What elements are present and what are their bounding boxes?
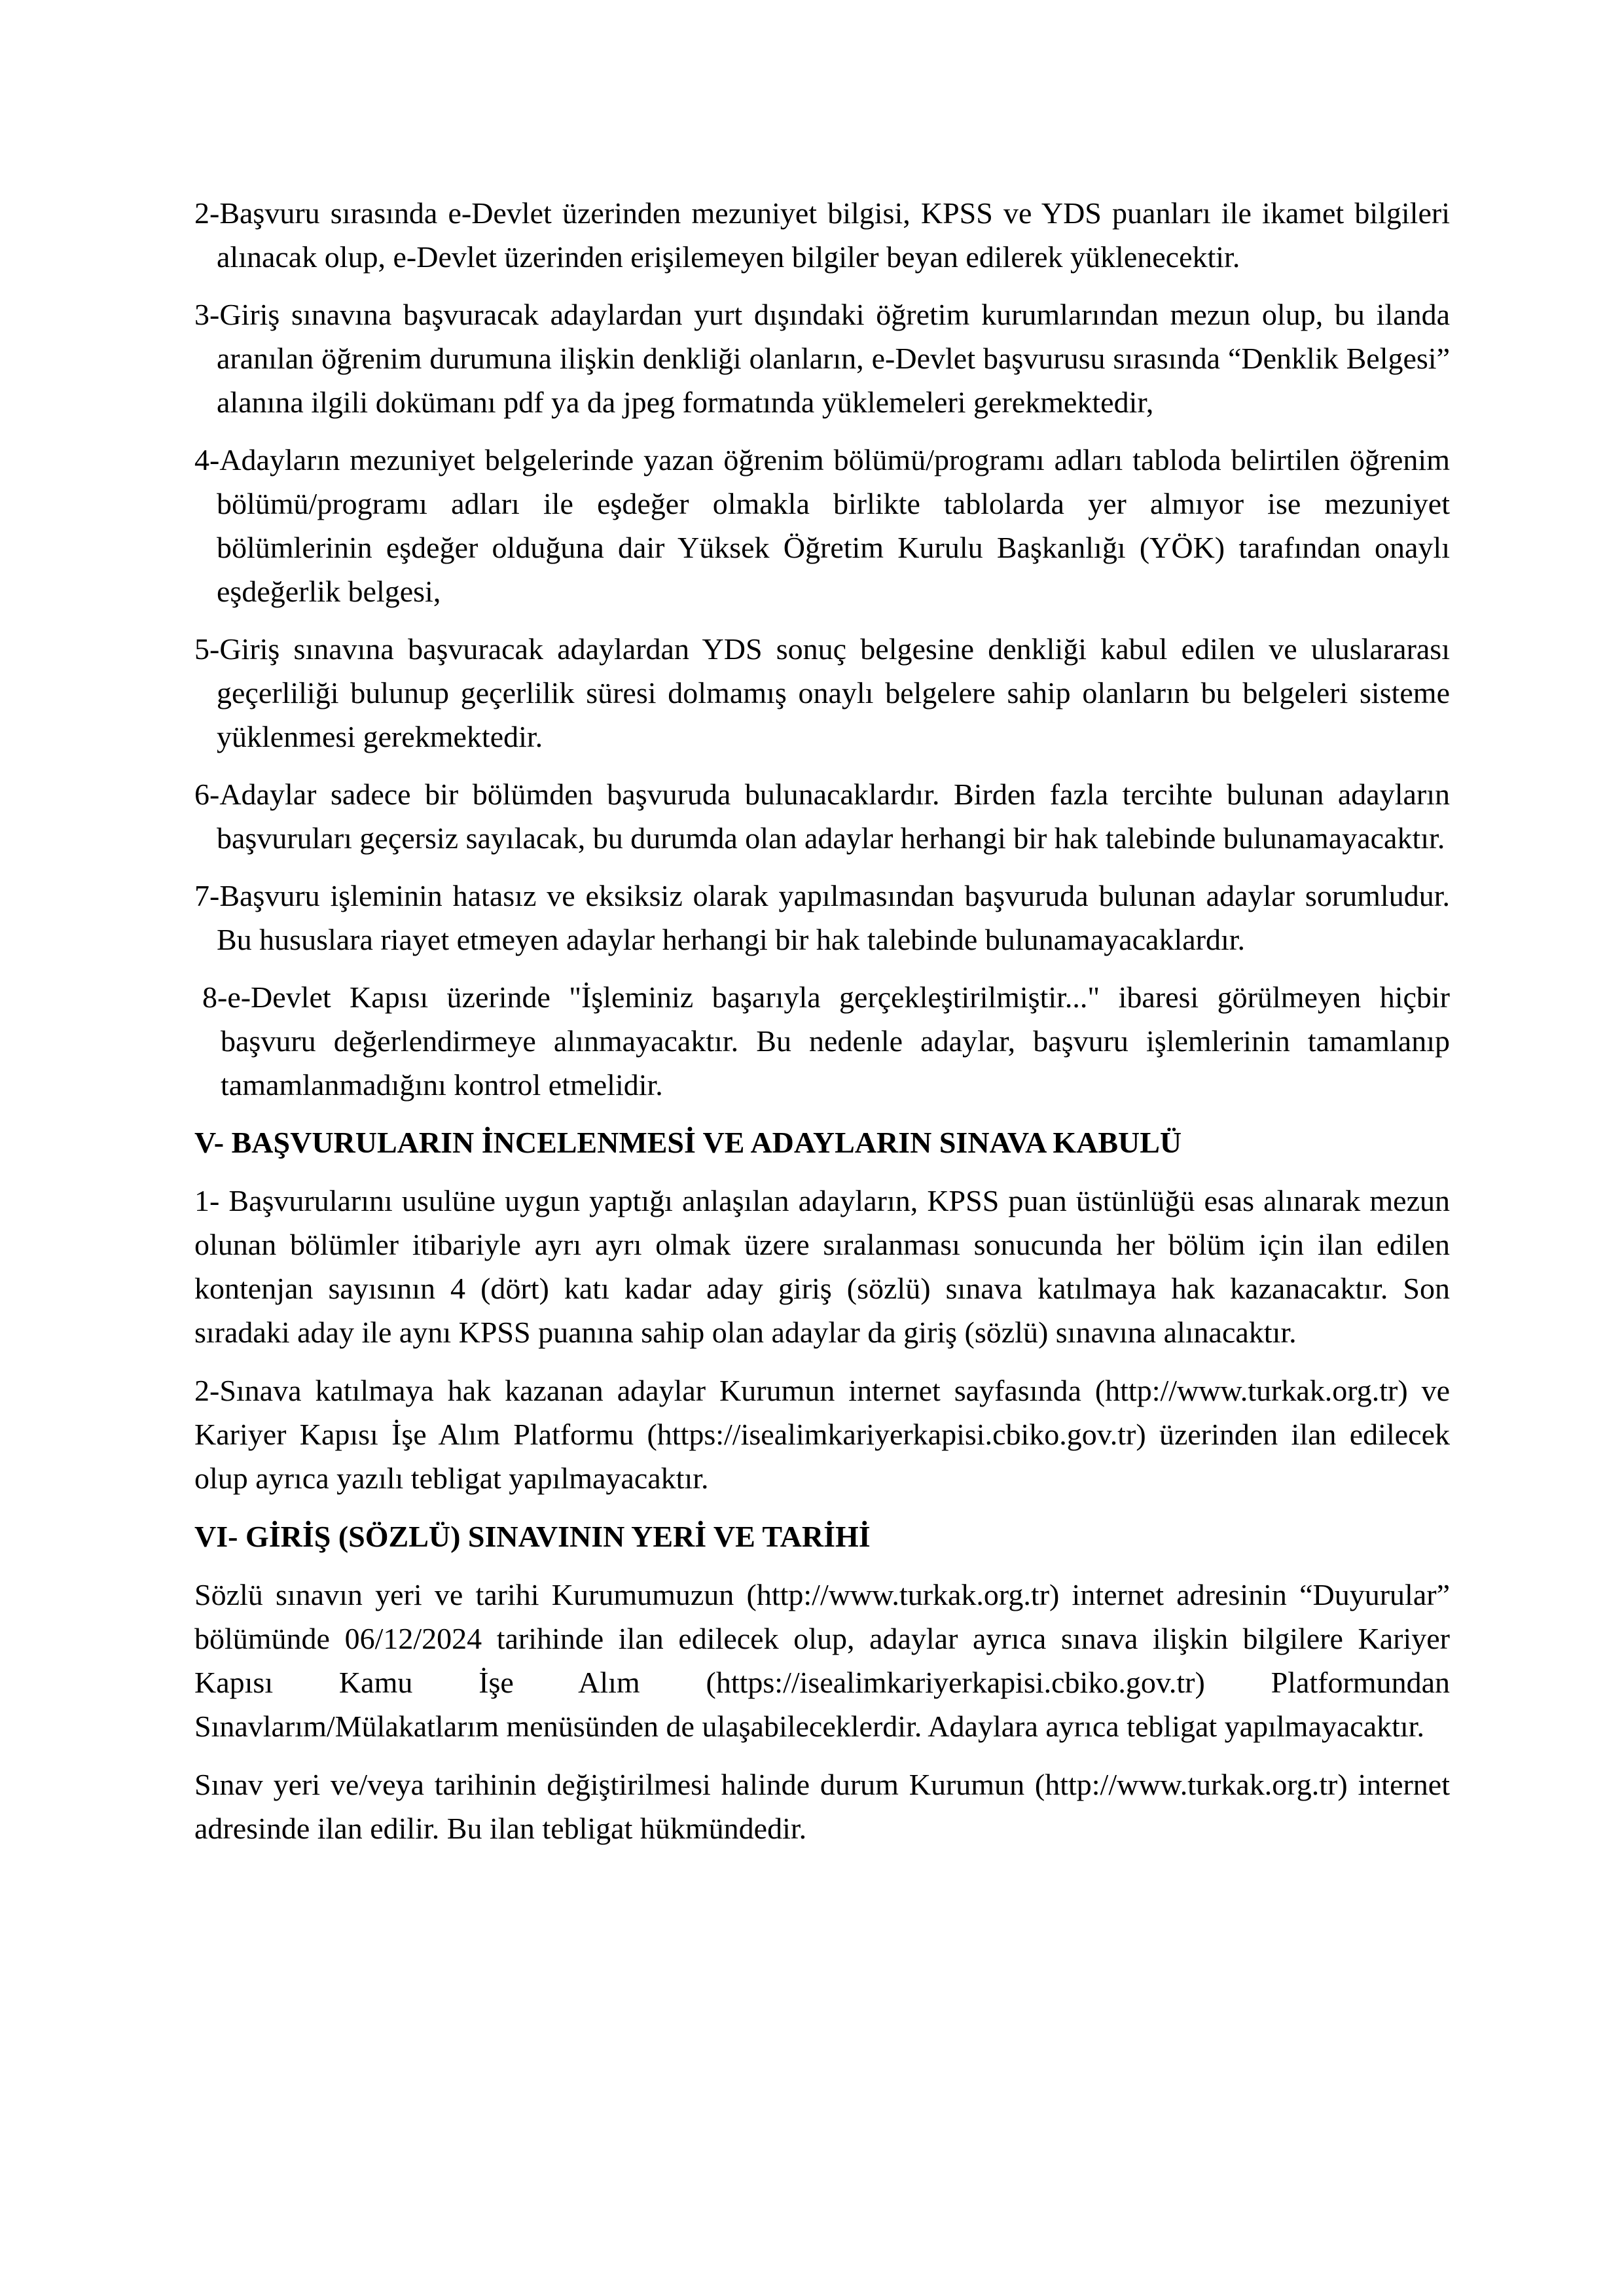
section-v-heading: V- BAŞVURULARIN İNCELENMESİ VE ADAYLARIN SINAVA KABULÜ (194, 1126, 1182, 1159)
list-item-7: 7-Başvuru işleminin hatasız ve eksiksiz olarak yapılmasından başvuruda bulunan adaylar sorumludur. Bu hususlara riayet etmeyen adaylar herhangi bir hak talebinde bulunamayacaklardır. (194, 879, 1450, 956)
section-vi-paragraph-1: Sözlü sınavın yeri ve tarihi Kurumumuzun (http://www.turkak.org.tr) internet adresinin “Duyurular” bölümünde 06/12/2024 tarihinde ilan edilecek olup, adaylar ayrıca sınava ilişkin bilgilere Kariyer Kapısı Kamu İşe Alım (https://isealimkariyerkapisi.cbiko.gov.tr) Platformundan Sınavlarım/Mülakatlarım menüsünden de ulaşabileceklerdir. Adaylara ayrıca tebligat yapılmayacaktır. (194, 1578, 1450, 1743)
section-vi-paragraph-2: Sınav yeri ve/veya tarihinin değiştirilmesi halinde durum Kurumun (http://www.turkak.org.tr) internet adresinde ilan edilir. Bu ilan tebligat hükmündedir. (194, 1768, 1450, 1845)
list-item-3: 3-Giriş sınavına başvuracak adaylardan yurt dışındaki öğretim kurumlarından mezun olup, bu ilanda aranılan öğrenim durumuna ilişkin denkliği olanların, e-Devlet başvurusu sırasında “Denklik Belgesi” alanına ilgili dokümanı pdf ya da jpeg formatında yüklemeleri gerekmektedir, (194, 298, 1450, 419)
list-item-4: 4-Adayların mezuniyet belgelerinde yazan öğrenim bölümü/programı adları tabloda belirtilen öğrenim bölümü/programı adları ile eşdeğer olmakla birlikte tablolarda yer almıyor ise mezuniyet bölümlerinin eşdeğer olduğuna dair Yüksek Öğretim Kurulu Başkanlığı (YÖK) tarafından onaylı eşdeğerlik belgesi, (194, 443, 1450, 608)
list-item-6: 6-Adaylar sadece bir bölümden başvuruda bulunacaklardır. Birden fazla tercihte bulunan adayların başvuruları geçersiz sayılacak, bu durumda olan adaylar herhangi bir hak talebinde bulunamayacaktır. (194, 778, 1450, 855)
document-body (194, 191, 1450, 1865)
section-v-paragraph-1: 1- Başvurularını usulüne uygun yaptığı anlaşılan adayların, KPSS puan üstünlüğü esas alınarak mezun olunan bölümler itibariyle ayrı ayrı olmak üzere sıralanması sonucunda her bölüm için ilan edilen kontenjan sayısının 4 (dört) katı kadar aday giriş (sözlü) sınava katılmaya hak kazanacaktır. Son sıradaki aday ile aynı KPSS puanına sahip olan adaylar da giriş (sözlü) sınavına alınacaktır. (194, 1184, 1450, 1349)
list-item-2: 2-Başvuru sırasında e-Devlet üzerinden mezuniyet bilgisi, KPSS ve YDS puanları ile ikamet bilgileri alınacak olup, e-Devlet üzerinden erişilemeyen bilgiler beyan edilerek yüklenecektir. (194, 196, 1450, 274)
list-item-8: 8-e-Devlet Kapısı üzerinde "İşleminiz başarıyla gerçekleştirilmiştir..." ibaresi görülmeyen hiçbir başvuru değerlendirmeye alınmayacaktır. Bu nedenle adaylar, başvuru işlemlerinin tamamlanıp tamamlanmadığını kontrol etmelidir. (202, 980, 1450, 1102)
section-v-paragraph-2: 2-Sınava katılmaya hak kazanan adaylar Kurumun internet sayfasında (http://www.turkak.org.tr) ve Kariyer Kapısı İşe Alım Platformu (https://isealimkariyerkapisi.cbiko.gov.tr) üzerinden ilan edilecek olup ayrıca yazılı tebligat yapılmayacaktır. (194, 1374, 1450, 1495)
section-vi-heading: VI- GİRİŞ (SÖZLÜ) SINAVININ YERİ VE TARİHİ (194, 1520, 871, 1553)
list-item-5: 5-Giriş sınavına başvuracak adaylardan YDS sonuç belgesine denkliği kabul edilen ve uluslararası geçerliliği bulunup geçerlilik süresi dolmamış onaylı belgelere sahip olanların bu belgeleri sisteme yüklenmesi gerekmektedir. (194, 632, 1450, 753)
